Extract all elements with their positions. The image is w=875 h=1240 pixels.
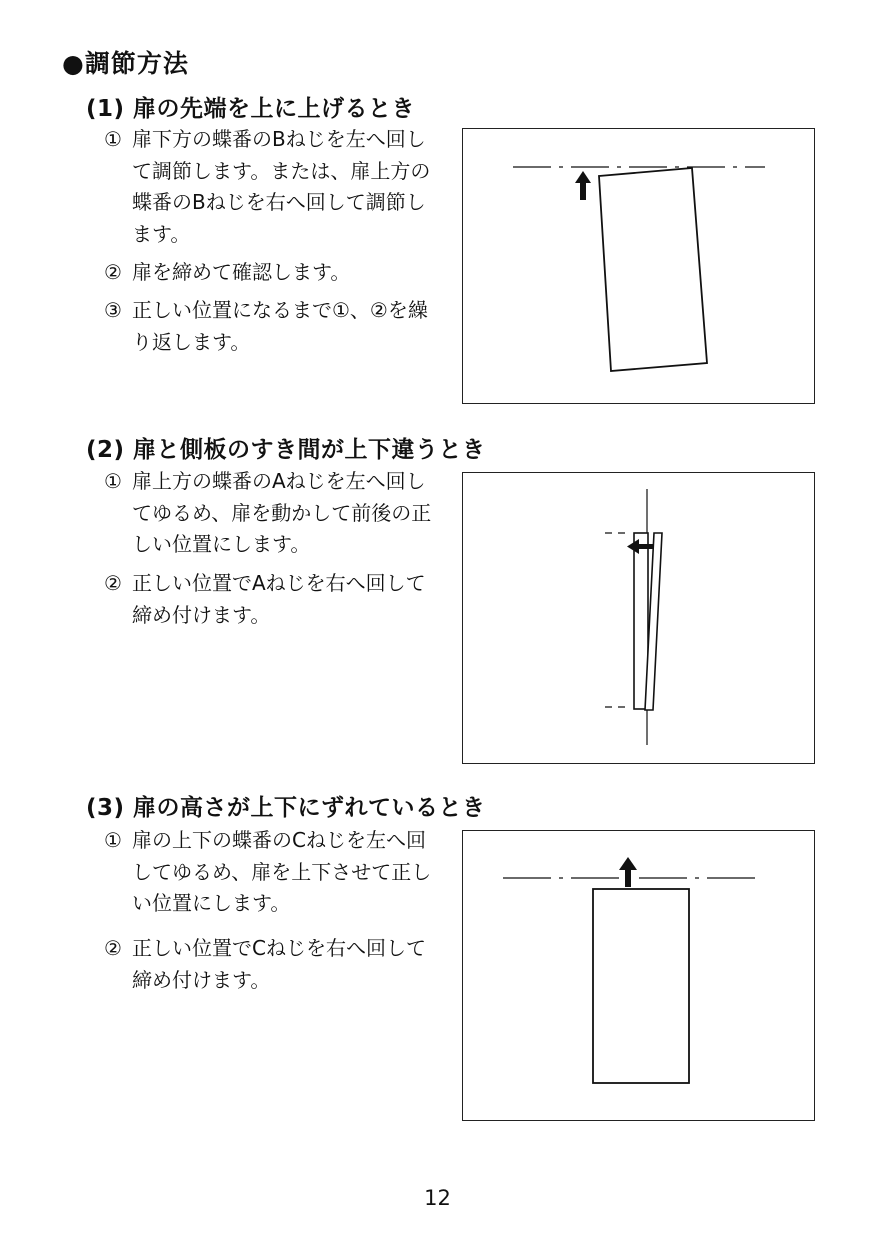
page-number: 12 [424,1186,451,1210]
section-1-step-1 [104,124,444,250]
page-title: ●調節方法 [62,49,189,78]
step-text: 扉上方の蝶番のAねじを左へ回してゆるめ、扉を動かして前後の正しい位置にします。 [132,469,432,556]
step-number: ① [104,828,122,852]
step-text: 正しい位置になるまで①、②を繰り返します。 [132,298,428,354]
section-2-heading: (2) 扉と側板のすき間が上下違うとき [86,437,486,463]
door [593,889,689,1083]
section-2-step-2 [104,568,444,631]
step-text: 正しい位置でCねじを右へ回して締め付けます。 [132,936,426,992]
section-2-step-1 [104,466,444,561]
figure-door-gap [462,472,815,764]
door-height-illustration [463,831,816,1122]
section-1-step-2 [104,257,444,289]
step-text: 正しい位置でAねじを右へ回して締め付けます。 [132,571,426,627]
step-text: 扉を締めて確認します。 [132,260,351,284]
figure-door-tilt [462,128,815,404]
step-number: ① [104,469,122,493]
section-3-step-2 [104,933,444,996]
section-1-step-3 [104,295,444,358]
section-3-heading: (3) 扉の高さが上下にずれているとき [86,795,486,821]
door-gap-illustration [463,473,816,765]
step-text: 扉下方の蝶番のBねじを左へ回して調節します。または、扉上方の蝶番のBねじを右へ回して調節します。 [132,127,431,246]
tilted-door [599,168,707,371]
step-number: ③ [104,298,122,322]
step-number: ② [104,571,122,595]
figure-door-height [462,830,815,1121]
step-number: ② [104,260,122,284]
arrow-up-icon [575,171,591,200]
step-number: ① [104,127,122,151]
section-1-heading: (1) 扉の先端を上に上げるとき [86,96,416,122]
door-tilt-illustration [463,129,816,405]
step-text: 扉の上下の蝶番のCねじを左へ回してゆるめ、扉を上下させて正しい位置にします。 [132,828,432,915]
arrow-up-icon [619,857,637,887]
section-3-step-1 [104,825,444,920]
step-number: ② [104,936,122,960]
